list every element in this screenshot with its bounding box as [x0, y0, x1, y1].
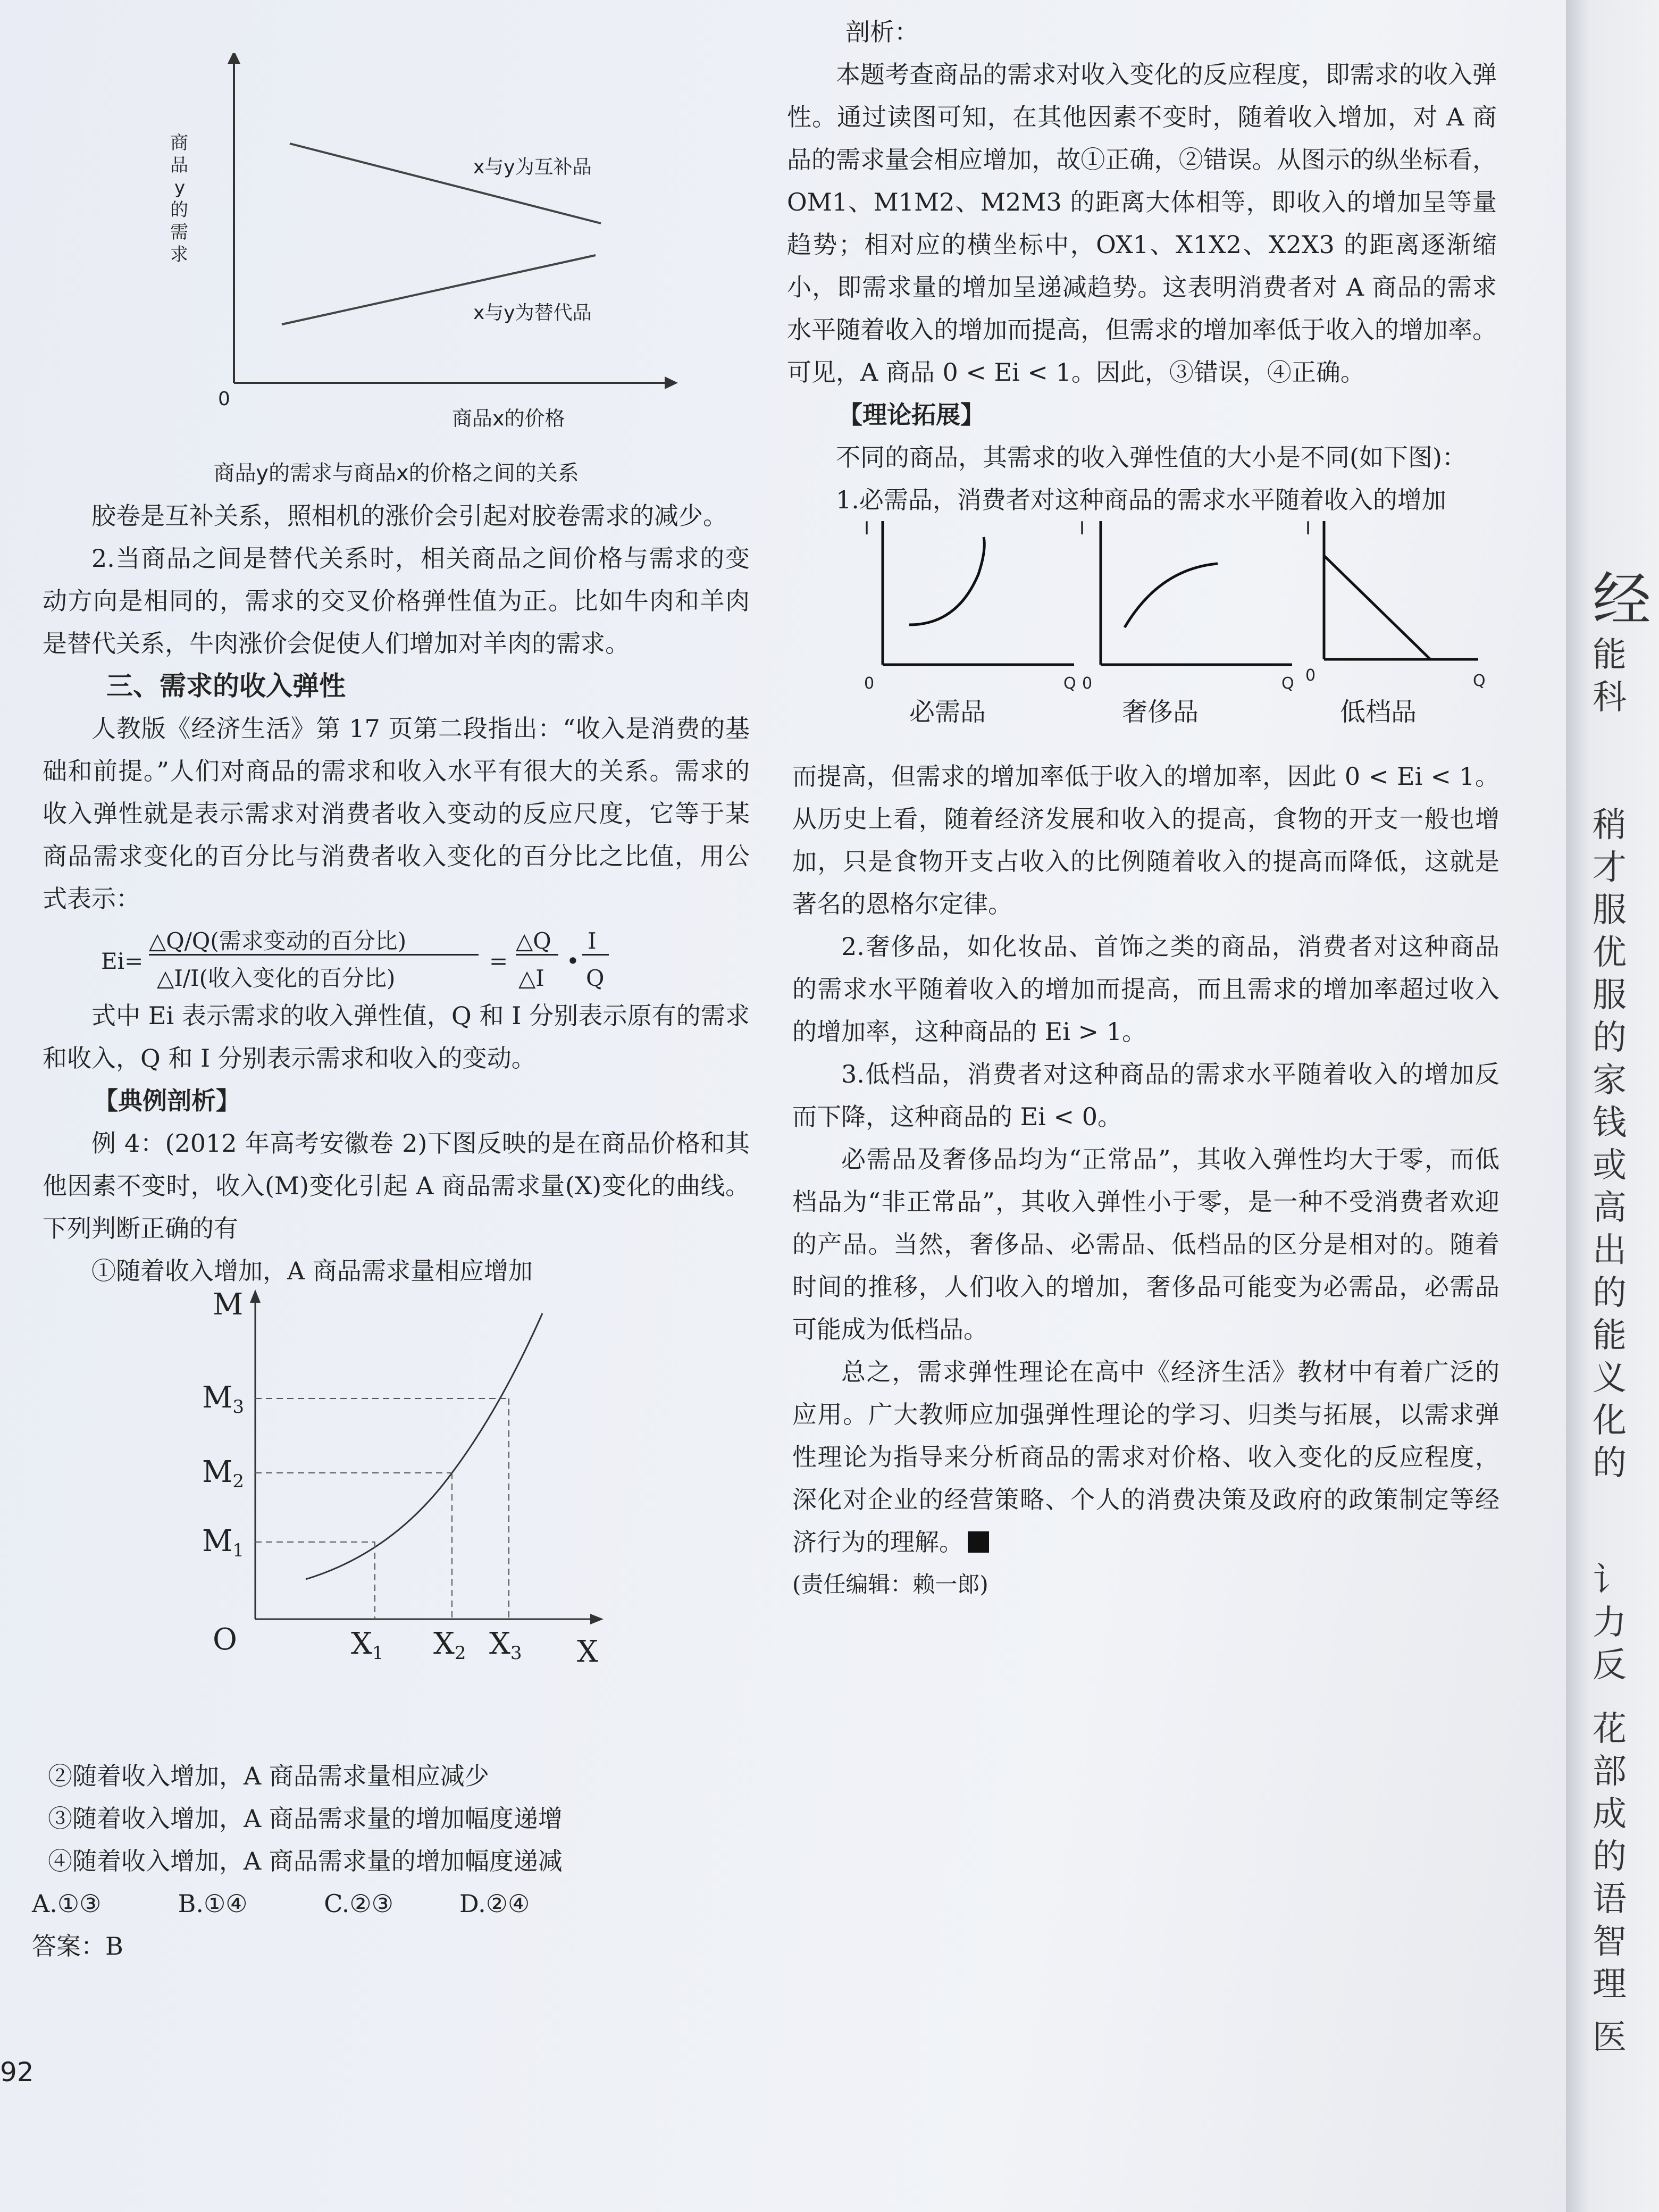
fragment-21: 反: [1593, 1646, 1627, 1685]
line-bottom-label: x与y为替代品: [473, 302, 592, 324]
right-paragraph-6: 3.低档品，消费者对这种商品的需求水平随着收入的增加反而下降，这种商品的 Ei < 0。: [792, 1060, 1499, 1131]
formula-f3-num: I: [588, 928, 597, 954]
fragment-15: 能: [1593, 1316, 1627, 1355]
fragment-23: 部: [1593, 1752, 1627, 1791]
luxury-chart: [1079, 518, 1294, 727]
option-4: ④随着收入增加，A 商品需求量的增加幅度递减: [48, 1847, 563, 1875]
necessity-label: 必需品: [909, 697, 986, 727]
fragment-8: 的: [1593, 1018, 1627, 1058]
x1-label: X1: [351, 1627, 384, 1664]
formula-lhs: Ei=: [101, 948, 144, 974]
x2-label: X2: [433, 1627, 466, 1664]
line-top-label: x与y为互补品: [473, 156, 592, 178]
fragment-17: 化: [1593, 1401, 1627, 1440]
x-axis-label: 商品x的价格: [452, 407, 565, 430]
left-column-upper: [43, 452, 750, 1292]
choice-c: C.②③: [324, 1889, 393, 1918]
analysis-heading: 剖析：: [845, 18, 919, 46]
elasticity-formula: [43, 920, 750, 994]
fragment-11: 或: [1593, 1146, 1627, 1185]
y-axis-label-4: 的: [170, 199, 188, 221]
demand-curve: [306, 1313, 542, 1579]
fragment-28: 理: [1593, 1965, 1627, 2004]
fragment-22: 花: [1593, 1710, 1627, 1749]
fragment-26: 语: [1593, 1880, 1627, 1919]
inferior-x: Q: [1473, 672, 1486, 690]
m1-label: M1: [202, 1524, 244, 1561]
choice-a: A.①③: [32, 1889, 102, 1918]
inferior-origin: 0: [1305, 666, 1316, 685]
page-number: 92: [0, 2057, 34, 2088]
right-paragraph-1: 本题考查商品的需求对收入变化的反应程度，即需求的收入弹性。通过读图可知，在其他因素不变时，随着收入增加，对 A 商品的需求量会相应增加，故①正确，②错误。从图示的纵坐标看，OM1、M1M2、M2M3 的距离大体相等，即收入的增加呈等量趋势；相对应的横坐标中，OX1、X1X2、X2X3 的距离逐渐缩小，即需求量的增加呈递减趋势。这表明消费者对 A 商品的需求水平随着收入的增加而提高，但需求的增加率低于收入的增加率。可见，A 商品 0 < Ei < 1。因此，③错误，④正确。: [787, 60, 1497, 387]
origin-label: 0: [218, 388, 230, 410]
left-paragraph-3: 人教版《经济生活》第 17 页第二段指出：“收入是消费的基础和前提。”人们对商品的需求和收入水平有很大的关系。需求的收入弹性就是表示需求对消费者收入变动的反应尺度，它等于某商品需求变化的百分比与消费者收入变化的百分比之比值，用公式表示：: [43, 714, 750, 913]
luxury-y: I: [1079, 518, 1085, 539]
fragment-10: 钱: [1593, 1103, 1627, 1143]
m3-label: M3: [202, 1380, 244, 1418]
fragment-25: 的: [1593, 1837, 1627, 1876]
inferior-y: I: [1305, 518, 1311, 539]
left-paragraph-5: 例 4：(2012 年高考安徽卷 2)下图反映的是在商品价格和其他因素不变时，收入(M)变化引起 A 商品需求量(X)变化的曲线。下列判断正确的有: [43, 1129, 750, 1243]
formula-equals: =: [489, 948, 508, 974]
left-column-lower: [32, 1755, 739, 1967]
theory-heading: 【理论拓展】: [838, 400, 985, 429]
income-demand-figure: [191, 1287, 627, 1680]
fragment-14: 的: [1593, 1273, 1627, 1313]
y-axis-label-5: 需: [170, 222, 188, 243]
y-axis-m-label: M: [213, 1287, 244, 1322]
fragment-7: 服: [1593, 976, 1627, 1015]
answer: 答案：B: [32, 1932, 123, 1960]
origin-o-label: O: [213, 1622, 237, 1657]
end-mark: [968, 1531, 989, 1553]
fragment-12: 高: [1593, 1188, 1627, 1228]
necessity-x: Q: [1063, 674, 1076, 693]
fragment-2: 科: [1593, 678, 1627, 717]
option-2: ②随着收入增加，A 商品需求量相应减少: [48, 1762, 489, 1790]
luxury-origin: 0: [1082, 674, 1093, 693]
option-1: ①随着收入增加，A 商品需求量相应增加: [91, 1256, 533, 1285]
fragment-16: 义: [1593, 1359, 1627, 1398]
elasticity-mini-charts: [851, 510, 1499, 734]
left-paragraph-1: 胶卷是互补关系，照相机的涨价会引起对胶卷需求的减少。: [91, 501, 727, 530]
right-paragraph-7: 必需品及奢侈品均为“正常品”，其收入弹性均大于零，而低档品为“非正常品”，其收入弹性小于零，是一种不受消费者欢迎的产品。当然，奢侈品、必需品、低档品的区分是相对的。随着时间的推移，人们收入的增加，奢侈品可能变为必需品，必需品可能成为低档品。: [792, 1145, 1499, 1344]
right-paragraph-2: 不同的商品，其需求的收入弹性值的大小是不同(如下图)：: [836, 443, 1467, 472]
formula-dot: •: [566, 948, 580, 974]
inferior-chart: [1305, 518, 1486, 727]
fragment-1: 能: [1593, 635, 1627, 675]
fragment-24: 成: [1593, 1795, 1627, 1834]
figure-caption: 商品y的需求与商品x的价格之间的关系: [213, 461, 579, 485]
left-paragraph-2: 2.当商品之间是替代关系时，相关商品之间价格与需求的变动方向是相同的，需求的交叉价格弹性值为正。比如牛肉和羊肉是替代关系，牛肉涨价会促使人们增加对羊肉的需求。: [43, 544, 750, 658]
left-paragraph-4: 式中 Ei 表示需求的收入弹性值，Q 和 I 分别表示原有的需求和收入，Q 和 I 分别表示需求和收入的变动。: [43, 1001, 750, 1073]
y-axis-label-6: 求: [170, 244, 188, 265]
right-paragraph-3: 1.必需品，消费者对这种商品的需求水平随着收入的增加: [836, 485, 1446, 514]
x3-label: X3: [489, 1627, 522, 1664]
formula-f2-den: △I: [518, 965, 544, 991]
formula-numerator: △Q/Q(需求变动的百分比): [149, 928, 407, 954]
fragment-0: 经: [1593, 566, 1651, 634]
example-heading: 【典例剖析】: [94, 1086, 240, 1115]
option-3: ③随着收入增加，A 商品需求量的增加幅度递增: [48, 1804, 563, 1833]
right-paragraph-4: 而提高，但需求的增加率低于收入的增加率，因此 0 < Ei < 1。从历史上看，随着经济发展和收入的提高，食物的开支一般也增加，只是食物开支占收入的比例随着收入的提高而降低，这就是著名的恩格尔定律。: [792, 762, 1499, 918]
luxury-label: 奢侈品: [1122, 697, 1199, 727]
necessity-chart: [864, 518, 1076, 727]
fragment-9: 家: [1593, 1061, 1627, 1100]
y-axis-label-3: y: [174, 177, 186, 198]
fragment-13: 出: [1593, 1231, 1627, 1270]
formula-f3-den: Q: [586, 965, 605, 991]
necessity-y: I: [864, 518, 870, 539]
right-column-upper: [787, 11, 1497, 521]
choice-d: D.②④: [459, 1889, 530, 1918]
right-paragraph-5: 2.奢侈品，如化妆品、首饰之类的商品，消费者对这种商品的需求水平随着收入的增加而提高，而且需求的增加率超过收入的增加率，这种商品的 Ei > 1。: [792, 932, 1499, 1046]
fragment-4: 才: [1593, 848, 1627, 887]
y-axis-label-1: 商: [170, 132, 188, 154]
choices-row: [32, 1882, 739, 1925]
fragment-18: 的: [1593, 1444, 1627, 1483]
choice-b: B.①④: [178, 1889, 248, 1918]
formula-f2-num: △Q: [516, 928, 551, 954]
fragment-19: 讠: [1593, 1561, 1627, 1600]
editor-credit: (责任编辑：赖一郎): [792, 1571, 988, 1597]
conclusion-text: 总之，需求弹性理论在高中《经济生活》教材中有着广泛的应用。广大教师应加强弹性理论的学习、归类与拓展，以需求弹性理论为指导来分析商品的需求对价格、收入变化的反应程度，深化对企业的经营策略、个人的消费决策及政府的政策制定等经济行为的理解。: [792, 1358, 1499, 1556]
fragment-20: 力: [1593, 1603, 1627, 1643]
x-axis-x-label: X: [577, 1635, 598, 1669]
inferior-label: 低档品: [1340, 697, 1417, 727]
fragment-3: 稍: [1593, 806, 1627, 845]
complement-line: [290, 144, 601, 223]
right-column-lower: [792, 755, 1499, 1606]
fragment-29: 医: [1593, 2018, 1627, 2057]
necessity-origin: 0: [864, 674, 875, 693]
y-axis-label-2: 品: [170, 155, 188, 176]
section-heading: 三、需求的收入弹性: [106, 671, 346, 701]
adjacent-page-edge: [1566, 0, 1659, 2212]
fragment-6: 优: [1593, 933, 1627, 973]
fragment-27: 智: [1593, 1922, 1627, 1962]
right-paragraph-8: [792, 1351, 1499, 1563]
luxury-x: Q: [1281, 674, 1294, 693]
cross-price-figure: [154, 53, 686, 447]
formula-denominator: △I/I(收入变化的百分比): [157, 965, 396, 991]
m2-label: M2: [202, 1455, 244, 1492]
fragment-5: 服: [1593, 891, 1627, 930]
